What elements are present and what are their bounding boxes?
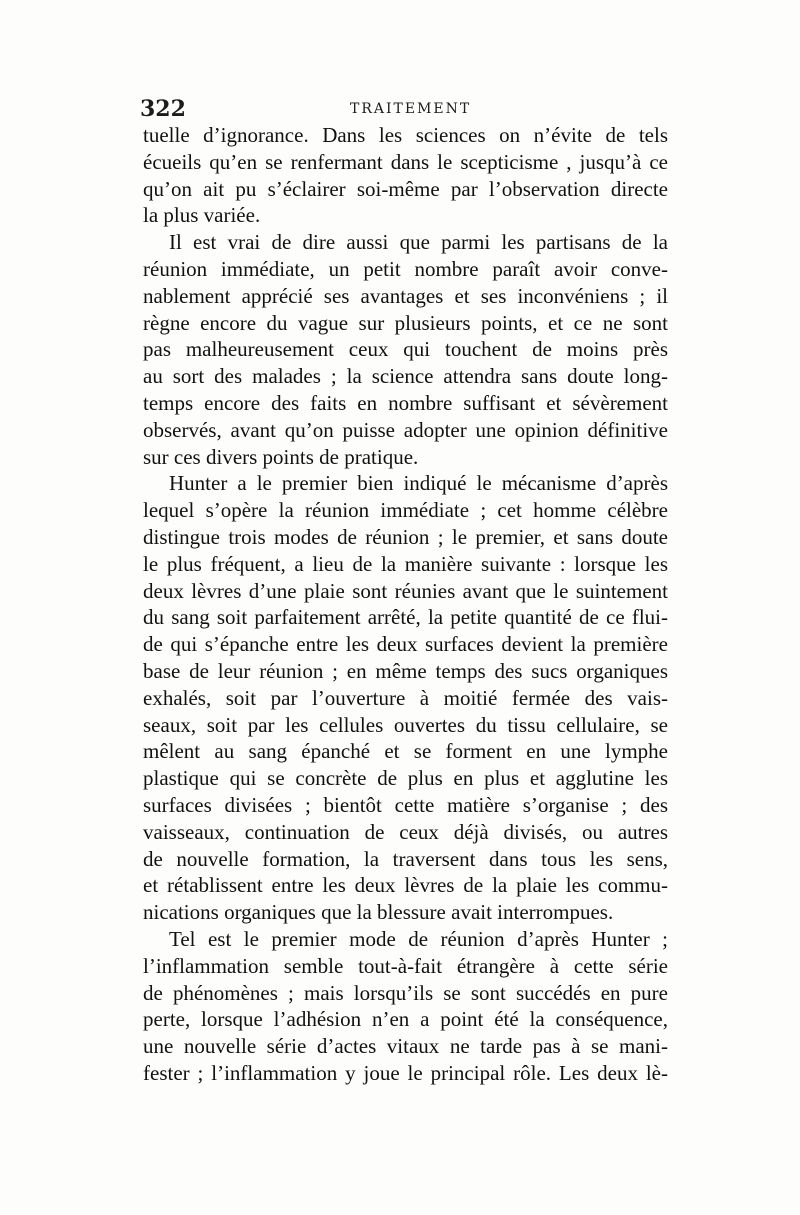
- running-head: TRAITEMENT: [350, 101, 472, 117]
- text-line: temps encore des faits en nombre suffisant et sévèrement: [143, 390, 668, 415]
- paragraph: [143, 470, 668, 926]
- text-line: Tel est le premier mode de réunion d’après Hunter ;: [169, 926, 668, 951]
- text-line: réunion immédiate, un petit nombre paraît avoir conve-: [143, 256, 668, 281]
- paragraph: [143, 122, 668, 229]
- text-line: surfaces divisées ; bientôt cette matière s’organise ; des: [143, 792, 668, 817]
- text-line: deux lèvres d’une plaie sont réunies avant que le suintement: [143, 578, 668, 603]
- text-line: mêlent au sang épanché et se forment en une lymphe: [143, 739, 668, 764]
- paragraph: [143, 926, 668, 1087]
- text-line: fester ; l’inflammation y joue le principal rôle. Les deux lè-: [143, 1060, 668, 1085]
- text-line: règne encore du vague sur plusieurs points, et ce ne sont: [143, 310, 668, 335]
- text-line: l’inflammation semble tout-à-fait étrangère à cette série: [143, 953, 668, 978]
- text-line: au sort des malades ; la science attendra sans doute long-: [143, 364, 668, 389]
- text-line: pas malheureusement ceux qui touchent de moins près: [143, 337, 668, 362]
- text-line: nications organiques que la blessure avait interrompues.: [143, 900, 614, 925]
- text-line: et rétablissent entre les deux lèvres de la plaie les commu-: [143, 873, 668, 898]
- body-text: [143, 122, 668, 1087]
- text-line: sur ces divers points de pratique.: [143, 444, 419, 469]
- page-header: [140, 96, 670, 124]
- text-line: plastique qui se concrète de plus en plus et agglutine les: [143, 766, 668, 791]
- text-line: lequel s’opère la réunion immédiate ; cet homme célèbre: [143, 498, 668, 523]
- text-line: nablement apprécié ses avantages et ses inconvéniens ; il: [143, 283, 668, 308]
- text-line: tuelle d’ignorance. Dans les sciences on n’évite de tels: [143, 123, 668, 147]
- text-line: de nouvelle formation, la traversent dans tous les sens,: [143, 846, 668, 871]
- text-line: de phénomènes ; mais lorsqu’ils se sont succédés en pure: [143, 980, 668, 1005]
- paragraph: [143, 229, 668, 470]
- text-line: exhalés, soit par l’ouverture à moitié fermée des vais-: [143, 685, 668, 710]
- page-number: 322: [140, 96, 186, 122]
- text-line: écueils qu’en se renfermant dans le scepticisme , jusqu’à ce: [143, 149, 668, 174]
- text-line: de qui s’épanche entre les deux surfaces devient la première: [143, 632, 668, 657]
- text-line: seaux, soit par les cellules ouvertes du tissu cellulaire, se: [143, 712, 668, 737]
- text-line: distingue trois modes de réunion ; le premier, et sans doute: [143, 524, 668, 549]
- text-line: du sang soit parfaitement arrêté, la petite quantité de ce flui-: [143, 605, 668, 630]
- text-line: perte, lorsque l’adhésion n’en a point été la conséquence,: [143, 1007, 668, 1032]
- text-line: vaisseaux, continuation de ceux déjà divisés, ou autres: [143, 819, 668, 844]
- text-line: la plus variée.: [143, 203, 261, 228]
- text-line: Il est vrai de dire aussi que parmi les partisans de la: [169, 230, 668, 255]
- text-line: observés, avant qu’on puisse adopter une opinion définitive: [143, 417, 668, 442]
- text-line: base de leur réunion ; en même temps des sucs organiques: [143, 658, 668, 683]
- text-line: Hunter a le premier bien indiqué le mécanisme d’après: [169, 471, 668, 496]
- text-line: qu’on ait pu s’éclairer soi-même par l’observation directe: [143, 176, 668, 201]
- text-line: une nouvelle série d’actes vitaux ne tarde pas à se mani-: [143, 1034, 668, 1059]
- text-line: le plus fréquent, a lieu de la manière suivante : lorsque les: [143, 551, 668, 576]
